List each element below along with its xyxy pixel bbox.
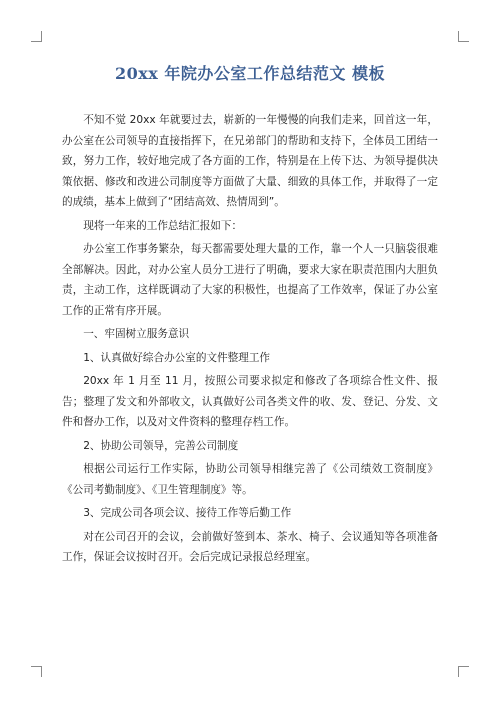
crop-mark-bottom-right — [458, 666, 469, 677]
paragraph-company-rules: 根据公司运行工作实际，协助公司领导相继完善了《公司绩效工资制度》《公司考勤制度》、《卫生管理制度》等。 — [62, 463, 438, 496]
subheading-company-rules: 2、协助公司领导，完善公司制度 — [83, 439, 239, 452]
paragraph-file-work: 20xx 年 1 月至 11 月，按照公司要求拟定和修改了各项综合性文件、报告；整理了发文和外部收文，认真做好公司各类文件的收、发、登记、分发、文件和督办工作，以及对文件资料的整理存档工作。 — [62, 375, 438, 428]
subheading-meetings: 3、完成公司各项会议、接待工作等后勤工作 — [83, 507, 292, 519]
subheading-file-work: 1、认真做好综合办公室的文件整理工作 — [83, 351, 271, 364]
paragraph-intro: 不知不觉 20xx 年就要过去，崭新的一年慢慢的向我们走来，回首这一年，办公室在公司领导的直接指挥下，在兄弟部门的帮助和支持下，全体员工团结一致，努力工作，较好地完成了各方面的工作，特别是在上传下达、为领导提供决策依据、修改和改进公司制度等方面做了大量、细致的具体工作，并取得了一定的成绩，基本上做到了“团结高效、热情周到”。 — [62, 114, 438, 208]
crop-mark-top-right — [458, 31, 469, 42]
document-body — [62, 110, 438, 568]
section-heading-service: 一、牢固树立服务意识 — [83, 328, 190, 340]
paragraph-meetings: 对在公司召开的会议，会前做好签到本、茶水、椅子、会议通知等各项准备工作，保证会议按时召开。会后完成记录报总经理室。 — [62, 530, 438, 563]
crop-mark-top-left — [31, 31, 42, 42]
document-title: 20xx 年院办公室工作总结范文 模板 — [115, 64, 385, 83]
crop-mark-bottom-left — [31, 666, 42, 677]
paragraph-division: 办公室工作事务繁杂，每天都需要处理大量的工作，靠一个人一只脑袋很难全部解决。因此，对办公室人员分工进行了明确，要求大家在职责范围内大胆负责，主动工作，这样既调动了大家的积极性，也提高了工作效率，保证了办公室工作的正常有序开展。 — [62, 243, 438, 317]
paragraph-report-lead: 现将一年来的工作总结汇报如下： — [83, 219, 243, 232]
